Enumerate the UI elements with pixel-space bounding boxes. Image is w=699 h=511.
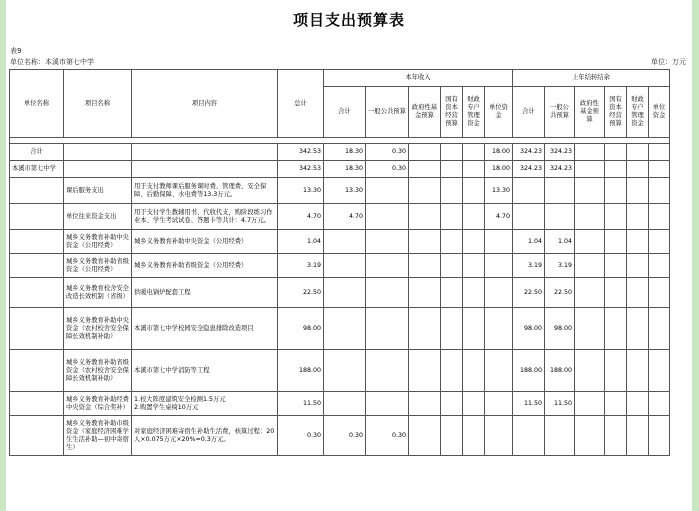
cell-sum: 0.30 [324, 416, 366, 456]
cell-general-public [366, 230, 409, 254]
cell-unit [10, 254, 64, 278]
header-fiscal-special: 财政专户管理资金 [463, 87, 485, 138]
header-prior-general: 一般公共预算 [545, 87, 575, 138]
cell-fiscal-special [463, 254, 485, 278]
table-row [10, 204, 670, 230]
cell-unit-funds [485, 308, 513, 350]
cell-unit-funds [485, 254, 513, 278]
cell-unit: 合计 [10, 144, 64, 161]
cell-sum: 4.70 [324, 204, 366, 230]
cell-fiscal-special [463, 350, 485, 392]
cell-prior-soe [605, 350, 627, 392]
budget-table [9, 69, 670, 456]
cell-total: 4.70 [278, 204, 324, 230]
budget-sheet [6, 0, 692, 511]
cell-soe-capital [441, 392, 463, 416]
currency-unit-label: 单位：万元 [651, 58, 686, 66]
cell-prior-unit [649, 204, 670, 230]
cell-prior-unit [649, 278, 670, 308]
header-unit-name: 单位名称 [10, 70, 64, 138]
header-subtotal: 合计 [324, 87, 366, 138]
unit-name-label: 单位名称：本溪市第七中学 [10, 58, 94, 66]
cell-sum [324, 278, 366, 308]
cell-unit-funds [485, 392, 513, 416]
cell-gov-fund [409, 178, 441, 204]
cell-prior-fiscal [627, 392, 649, 416]
cell-unit-funds: 4.70 [485, 204, 513, 230]
cell-prior-unit [649, 254, 670, 278]
cell-prior-general [545, 178, 575, 204]
cell-prior-fiscal [627, 416, 649, 456]
cell-unit [10, 230, 64, 254]
cell-fiscal-special [463, 392, 485, 416]
cell-unit-funds [485, 278, 513, 308]
header-gov-fund: 政府性基金预算 [409, 87, 441, 138]
cell-general-public: 0.30 [366, 416, 409, 456]
cell-fiscal-special [463, 144, 485, 161]
cell-prior-gov-fund [575, 308, 605, 350]
cell-prior-gov-fund [575, 204, 605, 230]
cell-prior-gov-fund [575, 416, 605, 456]
cell-project: 城乡义务教育补助中央资金（公用经费） [64, 230, 132, 254]
page-title: 项目支出预算表 [292, 11, 405, 29]
cell-prior-sum: 1.04 [513, 230, 545, 254]
cell-soe-capital [441, 350, 463, 392]
header-prior-year: 上年结转结余 [513, 70, 670, 87]
cell-gov-fund [409, 350, 441, 392]
table-row [10, 230, 670, 254]
cell-soe-capital [441, 254, 463, 278]
cell-soe-capital [441, 178, 463, 204]
header-total: 总计 [278, 70, 324, 138]
table-row [10, 144, 670, 161]
cell-prior-sum [513, 204, 545, 230]
cell-unit [10, 392, 64, 416]
cell-prior-general: 11.50 [545, 392, 575, 416]
cell-prior-soe [605, 230, 627, 254]
cell-prior-general: 324.23 [545, 161, 575, 178]
table-row [10, 350, 670, 392]
cell-content: 对家庭经济困难寄宿生补助生活费，核算过程：20人×0.075万元×20%=0.3万元。 [132, 416, 278, 456]
cell-unit-funds: 18.00 [485, 144, 513, 161]
cell-prior-gov-fund [575, 230, 605, 254]
cell-prior-soe [605, 392, 627, 416]
cell-project: 城乡义务教育补助市级资金（家庭经济困难学生生活补助—初中寄宿生） [64, 416, 132, 456]
cell-soe-capital [441, 230, 463, 254]
cell-prior-fiscal [627, 178, 649, 204]
cell-gov-fund [409, 230, 441, 254]
cell-unit: 本溪市第七中学 [10, 161, 64, 178]
cell-total: 188.00 [278, 350, 324, 392]
cell-prior-sum: 98.00 [513, 308, 545, 350]
cell-soe-capital [441, 416, 463, 456]
cell-prior-sum: 22.50 [513, 278, 545, 308]
header-unit-funds: 单位资金 [485, 87, 513, 138]
cell-gov-fund [409, 416, 441, 456]
cell-prior-general: 324.23 [545, 144, 575, 161]
cell-sum: 13.30 [324, 178, 366, 204]
cell-prior-general [545, 416, 575, 456]
table-row [10, 278, 670, 308]
cell-sum [324, 230, 366, 254]
cell-fiscal-special [463, 308, 485, 350]
cell-total: 342.53 [278, 144, 324, 161]
cell-general-public [366, 178, 409, 204]
header-soe-capital: 国有资本经营预算 [441, 87, 463, 138]
right-gutter [692, 0, 699, 511]
table-row [10, 178, 670, 204]
cell-project: 单位往来资金支出 [64, 204, 132, 230]
cell-unit [10, 350, 64, 392]
cell-unit-funds [485, 350, 513, 392]
cell-sum [324, 392, 366, 416]
cell-prior-gov-fund [575, 254, 605, 278]
cell-unit [10, 204, 64, 230]
cell-general-public [366, 204, 409, 230]
table-row [10, 416, 670, 456]
cell-fiscal-special [463, 204, 485, 230]
cell-fiscal-special [463, 161, 485, 178]
cell-sum: 18.30 [324, 144, 366, 161]
cell-general-public [366, 278, 409, 308]
cell-gov-fund [409, 204, 441, 230]
cell-prior-general: 98.00 [545, 308, 575, 350]
cell-prior-gov-fund [575, 350, 605, 392]
cell-content: 本溪市第七中学消防等工程 [132, 350, 278, 392]
cell-soe-capital [441, 161, 463, 178]
cell-unit [10, 278, 64, 308]
cell-prior-fiscal [627, 254, 649, 278]
cell-prior-unit [649, 416, 670, 456]
cell-prior-sum: 324.23 [513, 161, 545, 178]
cell-prior-sum [513, 178, 545, 204]
cell-prior-unit [649, 230, 670, 254]
cell-prior-unit [649, 392, 670, 416]
cell-project: 城乡义务教育校舍安全改造长效机制（省级） [64, 278, 132, 308]
table-row [10, 392, 670, 416]
cell-unit-funds [485, 416, 513, 456]
cell-prior-sum: 11.50 [513, 392, 545, 416]
cell-unit-funds [485, 230, 513, 254]
cell-prior-soe [605, 144, 627, 161]
table-row [10, 308, 670, 350]
cell-prior-unit [649, 178, 670, 204]
header-prior-soe: 国有资本经营预算 [605, 87, 627, 138]
cell-prior-gov-fund [575, 178, 605, 204]
cell-general-public [366, 308, 409, 350]
cell-unit [10, 308, 64, 350]
cell-prior-unit [649, 144, 670, 161]
cell-project [64, 144, 132, 161]
cell-prior-fiscal [627, 161, 649, 178]
cell-total: 1.04 [278, 230, 324, 254]
cell-soe-capital [441, 144, 463, 161]
cell-gov-fund [409, 392, 441, 416]
cell-total: 342.53 [278, 161, 324, 178]
header-current-year: 本年收入 [324, 70, 513, 87]
cell-sum [324, 254, 366, 278]
table-number: 表9 [10, 47, 22, 55]
cell-soe-capital [441, 204, 463, 230]
cell-prior-soe [605, 178, 627, 204]
cell-gov-fund [409, 144, 441, 161]
cell-prior-fiscal [627, 278, 649, 308]
cell-content: 城乡义务教育补助省级资金（公用经费） [132, 254, 278, 278]
cell-gov-fund [409, 161, 441, 178]
cell-content: 城乡义务教育补助中央资金（公用经费） [132, 230, 278, 254]
cell-total: 22.50 [278, 278, 324, 308]
cell-project: 城乡义务教育补助经费中央资金（综合奖补） [64, 392, 132, 416]
cell-fiscal-special [463, 278, 485, 308]
cell-prior-gov-fund [575, 278, 605, 308]
cell-prior-fiscal [627, 350, 649, 392]
cell-general-public [366, 392, 409, 416]
cell-prior-general: 188.00 [545, 350, 575, 392]
cell-prior-soe [605, 161, 627, 178]
cell-content: 用于支付教师课后服务课时费、管理费、安全保障、后勤保障、水电费等13.3万元。 [132, 178, 278, 204]
table-row [10, 254, 670, 278]
cell-content: 用于支付学生教辅用书、代收代支，购阶段练习作业本、学生考试试卷、答题卡等共计：4.7万元。 [132, 204, 278, 230]
cell-gov-fund [409, 254, 441, 278]
cell-prior-general [545, 204, 575, 230]
cell-prior-sum [513, 416, 545, 456]
cell-unit-funds: 13.30 [485, 178, 513, 204]
cell-prior-general: 22.50 [545, 278, 575, 308]
cell-unit-funds: 18.00 [485, 161, 513, 178]
cell-prior-sum: 324.23 [513, 144, 545, 161]
cell-content [132, 144, 278, 161]
cell-prior-general: 1.04 [545, 230, 575, 254]
cell-content: 1.校大阵度建筑安全检测1.5万元 2.购置学生桌椅10万元 [132, 392, 278, 416]
cell-content: 供暖电锅炉配套工程 [132, 278, 278, 308]
cell-unit [10, 416, 64, 456]
cell-project: 课后服务支出 [64, 178, 132, 204]
cell-fiscal-special [463, 416, 485, 456]
cell-fiscal-special [463, 230, 485, 254]
cell-gov-fund [409, 278, 441, 308]
cell-prior-fiscal [627, 204, 649, 230]
cell-prior-gov-fund [575, 392, 605, 416]
cell-prior-soe [605, 416, 627, 456]
cell-unit [10, 178, 64, 204]
header-prior-gov-fund: 政府性基金预算 [575, 87, 605, 138]
header-project-content: 项目内容 [132, 70, 278, 138]
cell-soe-capital [441, 308, 463, 350]
cell-prior-unit [649, 308, 670, 350]
cell-total: 98.00 [278, 308, 324, 350]
cell-prior-soe [605, 308, 627, 350]
cell-prior-general: 3.19 [545, 254, 575, 278]
cell-sum [324, 350, 366, 392]
cell-total: 13.30 [278, 178, 324, 204]
cell-general-public [366, 254, 409, 278]
cell-prior-soe [605, 204, 627, 230]
header-project-name: 项目名称 [64, 70, 132, 138]
table-row [10, 161, 670, 178]
cell-prior-sum: 188.00 [513, 350, 545, 392]
cell-project: 城乡义务教育补助中央资金（农村校舍安全保障长效机制补助） [64, 308, 132, 350]
header-prior-unit: 单位资金 [649, 87, 670, 138]
header-prior-fiscal: 财政专户管理资金 [627, 87, 649, 138]
cell-sum: 18.30 [324, 161, 366, 178]
cell-prior-fiscal [627, 144, 649, 161]
cell-prior-fiscal [627, 308, 649, 350]
cell-soe-capital [441, 278, 463, 308]
cell-general-public: 0.30 [366, 144, 409, 161]
cell-project: 城乡义务教育补助省级资金（农村校舍安全保障长效机制补助） [64, 350, 132, 392]
cell-prior-gov-fund [575, 161, 605, 178]
cell-general-public [366, 350, 409, 392]
header-prior-subtotal: 合计 [513, 87, 545, 138]
cell-gov-fund [409, 308, 441, 350]
cell-prior-sum: 3.19 [513, 254, 545, 278]
cell-prior-gov-fund [575, 144, 605, 161]
cell-content: 本溪市第七中学校园安全隐患排除改造项目 [132, 308, 278, 350]
cell-prior-soe [605, 254, 627, 278]
cell-content [132, 161, 278, 178]
cell-sum [324, 308, 366, 350]
header-general-public: 一般公共预算 [366, 87, 409, 138]
cell-total: 3.19 [278, 254, 324, 278]
cell-total: 11.50 [278, 392, 324, 416]
cell-prior-unit [649, 350, 670, 392]
cell-prior-soe [605, 278, 627, 308]
cell-total: 0.30 [278, 416, 324, 456]
cell-project [64, 161, 132, 178]
cell-general-public: 0.30 [366, 161, 409, 178]
cell-project: 城乡义务教育补助省级资金（公用经费） [64, 254, 132, 278]
cell-prior-unit [649, 161, 670, 178]
cell-prior-fiscal [627, 230, 649, 254]
cell-fiscal-special [463, 178, 485, 204]
